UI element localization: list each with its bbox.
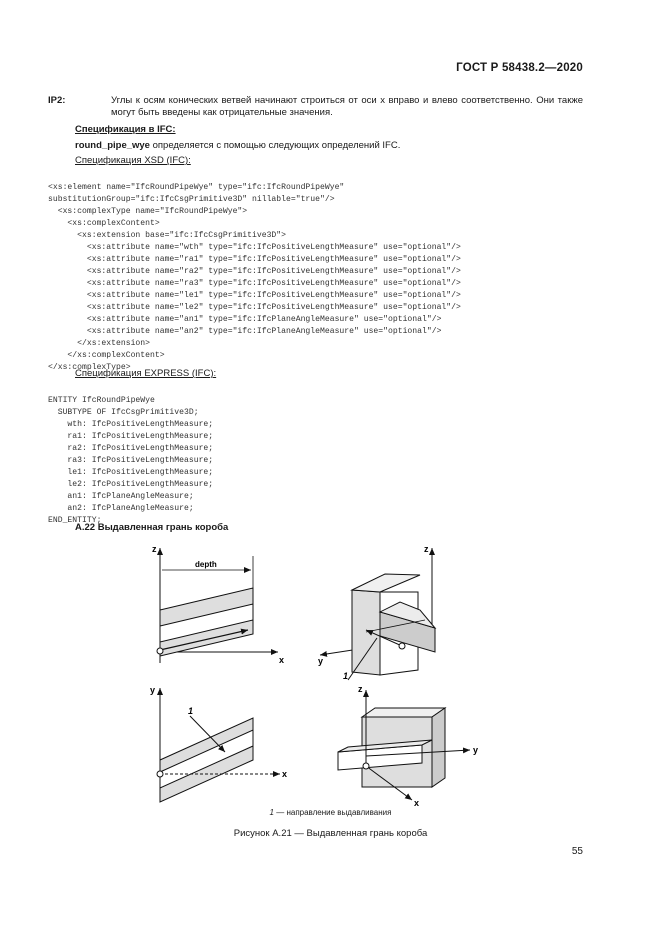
- axis-label-y-bottom-right: y: [473, 745, 479, 755]
- code-line: END_ENTITY;: [48, 516, 102, 525]
- spec-ifc-heading: Спецификация в IFC:: [75, 124, 176, 135]
- code-line: le2: IfcPositiveLengthMeasure;: [48, 480, 214, 489]
- code-line: SUBTYPE OF IfcCsgPrimitive3D;: [48, 408, 199, 417]
- axis-label-z-top-right: z: [424, 544, 429, 554]
- view-bottom-right: [338, 690, 470, 800]
- standard-number: ГОСТ Р 58438.2—2020: [456, 62, 583, 74]
- spec-xsd-heading: Спецификация XSD (IFC):: [75, 155, 191, 166]
- code-line: <xs:element name="IfcRoundPipeWye" type="ifc:IfcRoundPipeWye": [48, 183, 345, 192]
- code-line: <xs:complexType name="IfcRoundPipeWye">: [48, 207, 248, 216]
- axis-label-y-bottom-left: y: [150, 685, 156, 695]
- axis-label-y-top-right: y: [318, 656, 324, 666]
- view-top-right: [320, 548, 435, 680]
- callout-label-top-right: 1: [343, 671, 349, 681]
- code-line: <xs:attribute name="le2" type="ifc:IfcPositiveLengthMeasure" use="optional"/>: [48, 303, 461, 312]
- figure-legend: [0, 808, 661, 817]
- axis-label-x-bottom-right: x: [414, 798, 420, 808]
- depth-label: depth: [195, 560, 217, 569]
- spec-ifc-text: определяется с помощью следующих определений IFC.: [149, 140, 401, 151]
- view-top-left: [157, 548, 278, 663]
- code-line: ra1: IfcPositiveLengthMeasure;: [48, 432, 214, 441]
- code-line: </xs:extension>: [48, 339, 150, 348]
- code-line: an1: IfcPlaneAngleMeasure;: [48, 492, 194, 501]
- axis-label-z-top-left: z: [152, 544, 157, 554]
- axis-label-z-bottom-right: z: [358, 684, 363, 694]
- code-line: <xs:attribute name="wth" type="ifc:IfcPositiveLengthMeasure" use="optional"/>: [48, 243, 461, 252]
- code-line: <xs:attribute name="ra3" type="ifc:IfcPositiveLengthMeasure" use="optional"/>: [48, 279, 461, 288]
- page-number: 55: [571, 846, 583, 857]
- callout-label-bottom-left: 1: [188, 706, 194, 716]
- code-line: <xs:attribute name="ra2" type="ifc:IfcPositiveLengthMeasure" use="optional"/>: [48, 267, 461, 276]
- code-line: </xs:complexType>: [48, 363, 131, 372]
- axis-label-x-bottom-left: x: [282, 769, 288, 779]
- code-line: wth: IfcPositiveLengthMeasure;: [48, 420, 214, 429]
- code-line: ra3: IfcPositiveLengthMeasure;: [48, 456, 214, 465]
- code-line: <xs:attribute name="an1" type="ifc:IfcPlaneAngleMeasure" use="optional"/>: [48, 315, 442, 324]
- code-line: <xs:complexContent>: [48, 219, 160, 228]
- code-line: le1: IfcPositiveLengthMeasure;: [48, 468, 214, 477]
- code-line: <xs:attribute name="le1" type="ifc:IfcPositiveLengthMeasure" use="optional"/>: [48, 291, 461, 300]
- code-line: ENTITY IfcRoundPipeWye: [48, 396, 155, 405]
- code-line: an2: IfcPlaneAngleMeasure;: [48, 504, 194, 513]
- code-line: </xs:complexContent>: [48, 351, 165, 360]
- ip2-text: Углы к осям конических ветвей начинают строиться от оси x вправо и влево соответственно. Они также могут быть введены как отрицательные значения.: [111, 95, 583, 118]
- section-title: A.22 Выдавленная грань короба: [75, 522, 229, 533]
- code-line: <xs:attribute name="an2" type="ifc:IfcPlaneAngleMeasure" use="optional"/>: [48, 327, 442, 336]
- view-bottom-left: [157, 688, 280, 802]
- legend-text: — направление выдавливания: [274, 808, 392, 817]
- spec-ifc-term: round_pipe_wye: [75, 140, 150, 151]
- code-line: <xs:extension base="ifc:IfcCsgPrimitive3D">: [48, 231, 286, 240]
- code-line: ra2: IfcPositiveLengthMeasure;: [48, 444, 214, 453]
- legend-number: 1: [269, 808, 274, 817]
- spec-express-heading: Спецификация EXPRESS (IFC):: [75, 368, 217, 379]
- code-line: <xs:attribute name="ra1" type="ifc:IfcPositiveLengthMeasure" use="optional"/>: [48, 255, 461, 264]
- figure-caption: Рисунок A.21 — Выдавленная грань короба: [233, 828, 428, 839]
- ip2-label: IP2:: [48, 95, 66, 106]
- code-line: substitutionGroup="ifc:IfcCsgPrimitive3D" nillable="true"/>: [48, 195, 335, 204]
- axis-label-x-top-left: x: [279, 655, 285, 665]
